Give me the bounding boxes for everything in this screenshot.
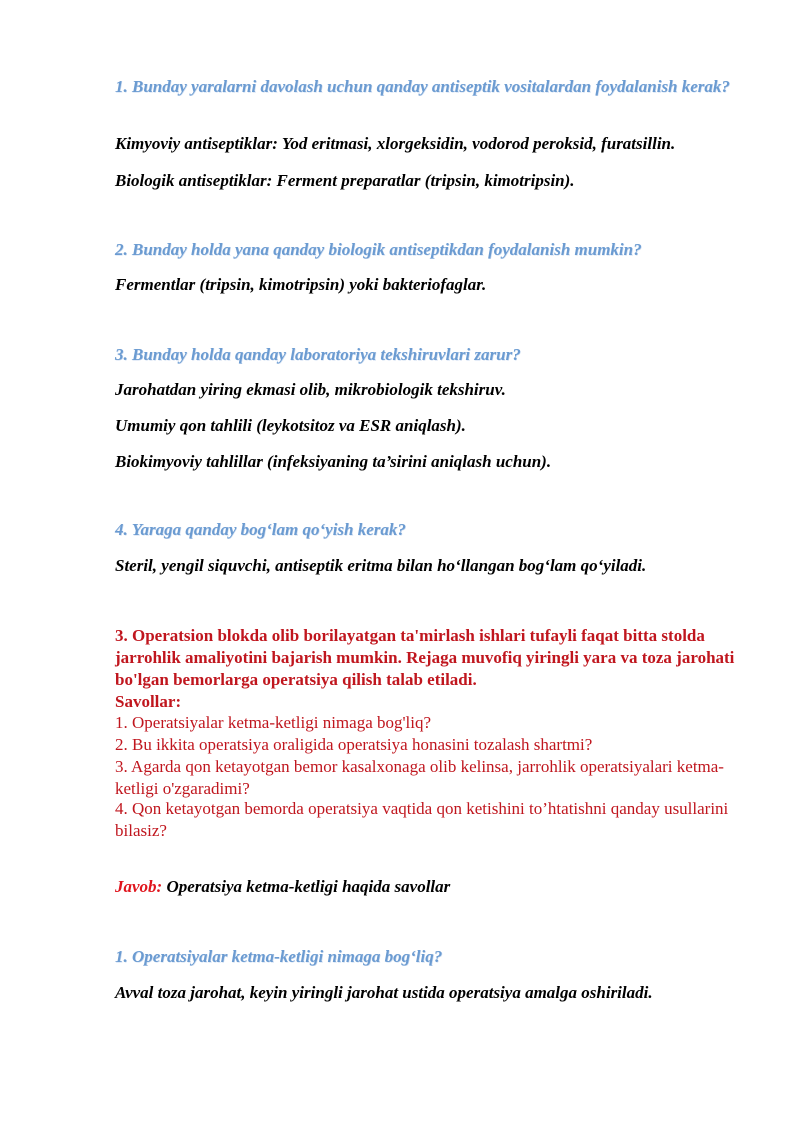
- task-3-questions-label: Savollar:: [115, 692, 182, 711]
- answer-intro: [115, 876, 750, 898]
- followup-question-1: 1. Operatsiyalar ketma-ketligi nimaga bog‘liq?: [115, 947, 443, 966]
- task-3-statement: 3. Operatsion blokda olib borilayatgan ta'mirlash ishlari tufayli faqat bitta stolda jarrohlik amaliyotini bajarish mumkin. Rejaga muvofiq yiringli yara va toza jarohati bo'lgan bemorlarga operatsiya qilish talab etiladi.: [115, 626, 735, 689]
- answer-1-line-1: Kimyoviy antiseptiklar: Yod eritmasi, xlorgeksidin, vodorod peroksid, furatsillin.: [115, 134, 676, 153]
- task-3-question-1: 1. Operatsiyalar ketma-ketligi nimaga bog'liq?: [115, 713, 432, 732]
- followup-answer-1: Avval toza jarohat, keyin yiringli jarohat ustida operatsiya amalga oshiriladi.: [115, 983, 653, 1002]
- question-2: 2. Bunday holda yana qanday biologik antiseptikdan foydalanish mumkin?: [115, 240, 642, 259]
- task-3-question-2: 2. Bu ikkita operatsiya oraligida operatsiya honasini tozalash shartmi?: [115, 735, 593, 754]
- answer-3-line-2: Umumiy qon tahlili (leykotsitoz va ESR aniqlash).: [115, 416, 466, 435]
- question-3: 3. Bunday holda qanday laboratoriya tekshiruvlari zarur?: [115, 345, 521, 364]
- answer-label: Javob:: [115, 877, 163, 896]
- answer-intro-text: Operatsiya ketma-ketligi haqida savollar: [162, 877, 451, 896]
- answer-2-line-1: Fermentlar (tripsin, kimotripsin) yoki bakteriofaglar.: [115, 275, 487, 294]
- answer-1-line-2: Biologik antiseptiklar: Ferment preparatlar (tripsin, kimotripsin).: [115, 171, 575, 190]
- question-4: 4. Yaraga qanday bog‘lam qo‘yish kerak?: [115, 520, 406, 539]
- answer-3-line-1: Jarohatdan yiring ekmasi olib, mikrobiologik tekshiruv.: [115, 380, 506, 399]
- task-3-question-4: 4. Qon ketayotgan bemorda operatsiya vaqtida qon ketishini to’htatishni qanday usullarini bilasiz?: [115, 799, 729, 840]
- answer-3-line-3: Biokimyoviy tahlillar (infeksiyaning ta’sirini aniqlash uchun).: [115, 452, 552, 471]
- question-1: 1. Bunday yaralarni davolash uchun qanday antiseptik vositalardan foydalanish kerak?: [115, 77, 730, 96]
- task-3-question-3: 3. Agarda qon ketayotgan bemor kasalxonaga olib kelinsa, jarrohlik operatsiyalari ketma-ketligi o'zgaradimi?: [115, 757, 724, 798]
- answer-4-line-1: Steril, yengil siquvchi, antiseptik eritma bilan ho‘llangan bog‘lam qo‘yiladi.: [115, 556, 647, 575]
